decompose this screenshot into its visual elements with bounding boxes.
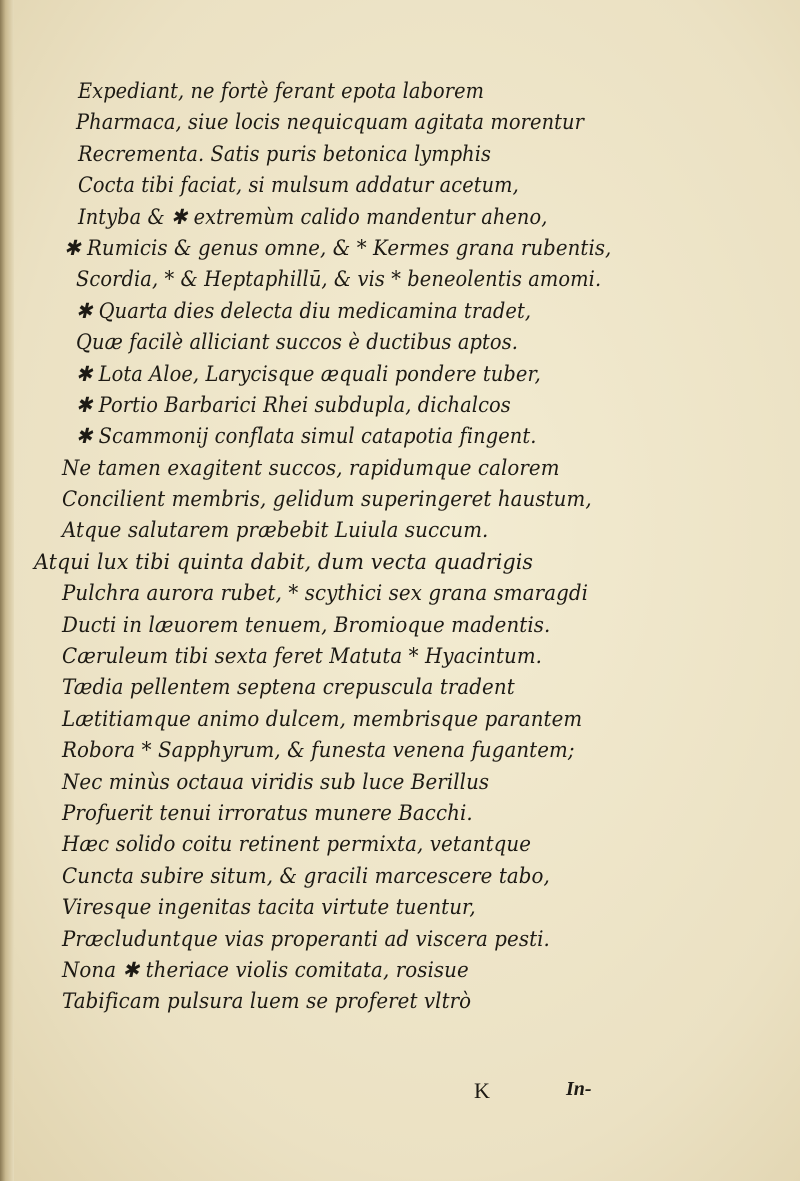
verse-line-19: Cæruleum tibi sexta feret Matuta * Hyacintum. xyxy=(62,644,543,669)
verse-line-10: ✱ Lota Aloe, Larycisque æquali pondere tuber, xyxy=(76,361,541,386)
verse-line-5: Intyba & ✱ extremùm calido mandentur aheno, xyxy=(78,204,548,229)
verse-line-25: Hæc solido coitu retinent permixta, vetantque xyxy=(62,832,532,857)
verse-line-13: Ne tamen exagitent succos, rapidumque calorem xyxy=(62,455,560,480)
verse-line-28: Præcluduntque vias properanti ad viscera pesti. xyxy=(62,926,550,951)
verse-line-30: Tabificam pulsura luem se proferet vltrò xyxy=(62,989,472,1014)
page-footer xyxy=(0,1078,800,1112)
verse-line-21: Lætitiamque animo dulcem, membrisque parantem xyxy=(62,706,583,731)
catchword: In- xyxy=(566,1078,592,1100)
verse-line-27: Viresque ingenitas tacita virtute tuentur, xyxy=(62,895,476,920)
verse-line-4: Cocta tibi faciat, si mulsum addatur acetum, xyxy=(78,173,519,198)
verse-line-1: Expediant, ne fortè ferant epota laborem xyxy=(78,79,485,103)
verse-line-18: Ducti in læuorem tenuem, Bromioque madentis. xyxy=(62,612,551,637)
verse-line-8: ✱ Quarta dies delecta diu medicamina tradet, xyxy=(76,298,532,323)
verse-line-23: Nec minùs octaua viridis sub luce Berillus xyxy=(62,769,490,794)
verse-line-20: Tædia pellentem septena crepuscula tradent xyxy=(62,675,515,700)
verse-line-29: Nona ✱ theriace violis comitata, rosisue xyxy=(62,957,469,982)
verse-line-6: ✱ Rumicis & genus omne, & * Kermes grana rubentis, xyxy=(64,235,612,260)
verse-line-24: Profuerit tenui irroratus munere Bacchi. xyxy=(62,800,473,825)
verse-line-12: ✱ Scammonij conflata simul catapotia fingent. xyxy=(76,424,537,449)
verse-line-17: Pulchra aurora rubet, * scythici sex grana smaragdi xyxy=(62,581,589,606)
verse-text-block xyxy=(0,76,760,1018)
verse-line-22: Robora * Sapphyrum, & funesta venena fugantem; xyxy=(62,738,575,763)
verse-line-7: Scordia, * & Heptaphillū, & vis * beneolentis amomi. xyxy=(76,267,602,292)
verse-line-14: Concilient membris, gelidum superingeret haustum, xyxy=(62,487,592,512)
signature-mark: K xyxy=(474,1078,490,1103)
verse-line-16: Atqui lux tibi quinta dabit, dum vecta quadrigis xyxy=(34,549,534,574)
verse-line-15: Atque salutarem præbebit Luiula succum. xyxy=(62,518,489,543)
verse-line-9: Quæ facilè alliciant succos è ductibus aptos. xyxy=(76,330,519,355)
verse-line-2: Pharmaca, siue locis nequicquam agitata morentur xyxy=(76,110,585,135)
verse-line-26: Cuncta subire situm, & gracili marcescere tabo, xyxy=(62,863,550,888)
verse-line-11: ✱ Portio Barbarici Rhei subdupla, dichalcos xyxy=(76,392,511,417)
verse-line-3: Recrementa. Satis puris betonica lymphis xyxy=(78,141,492,166)
